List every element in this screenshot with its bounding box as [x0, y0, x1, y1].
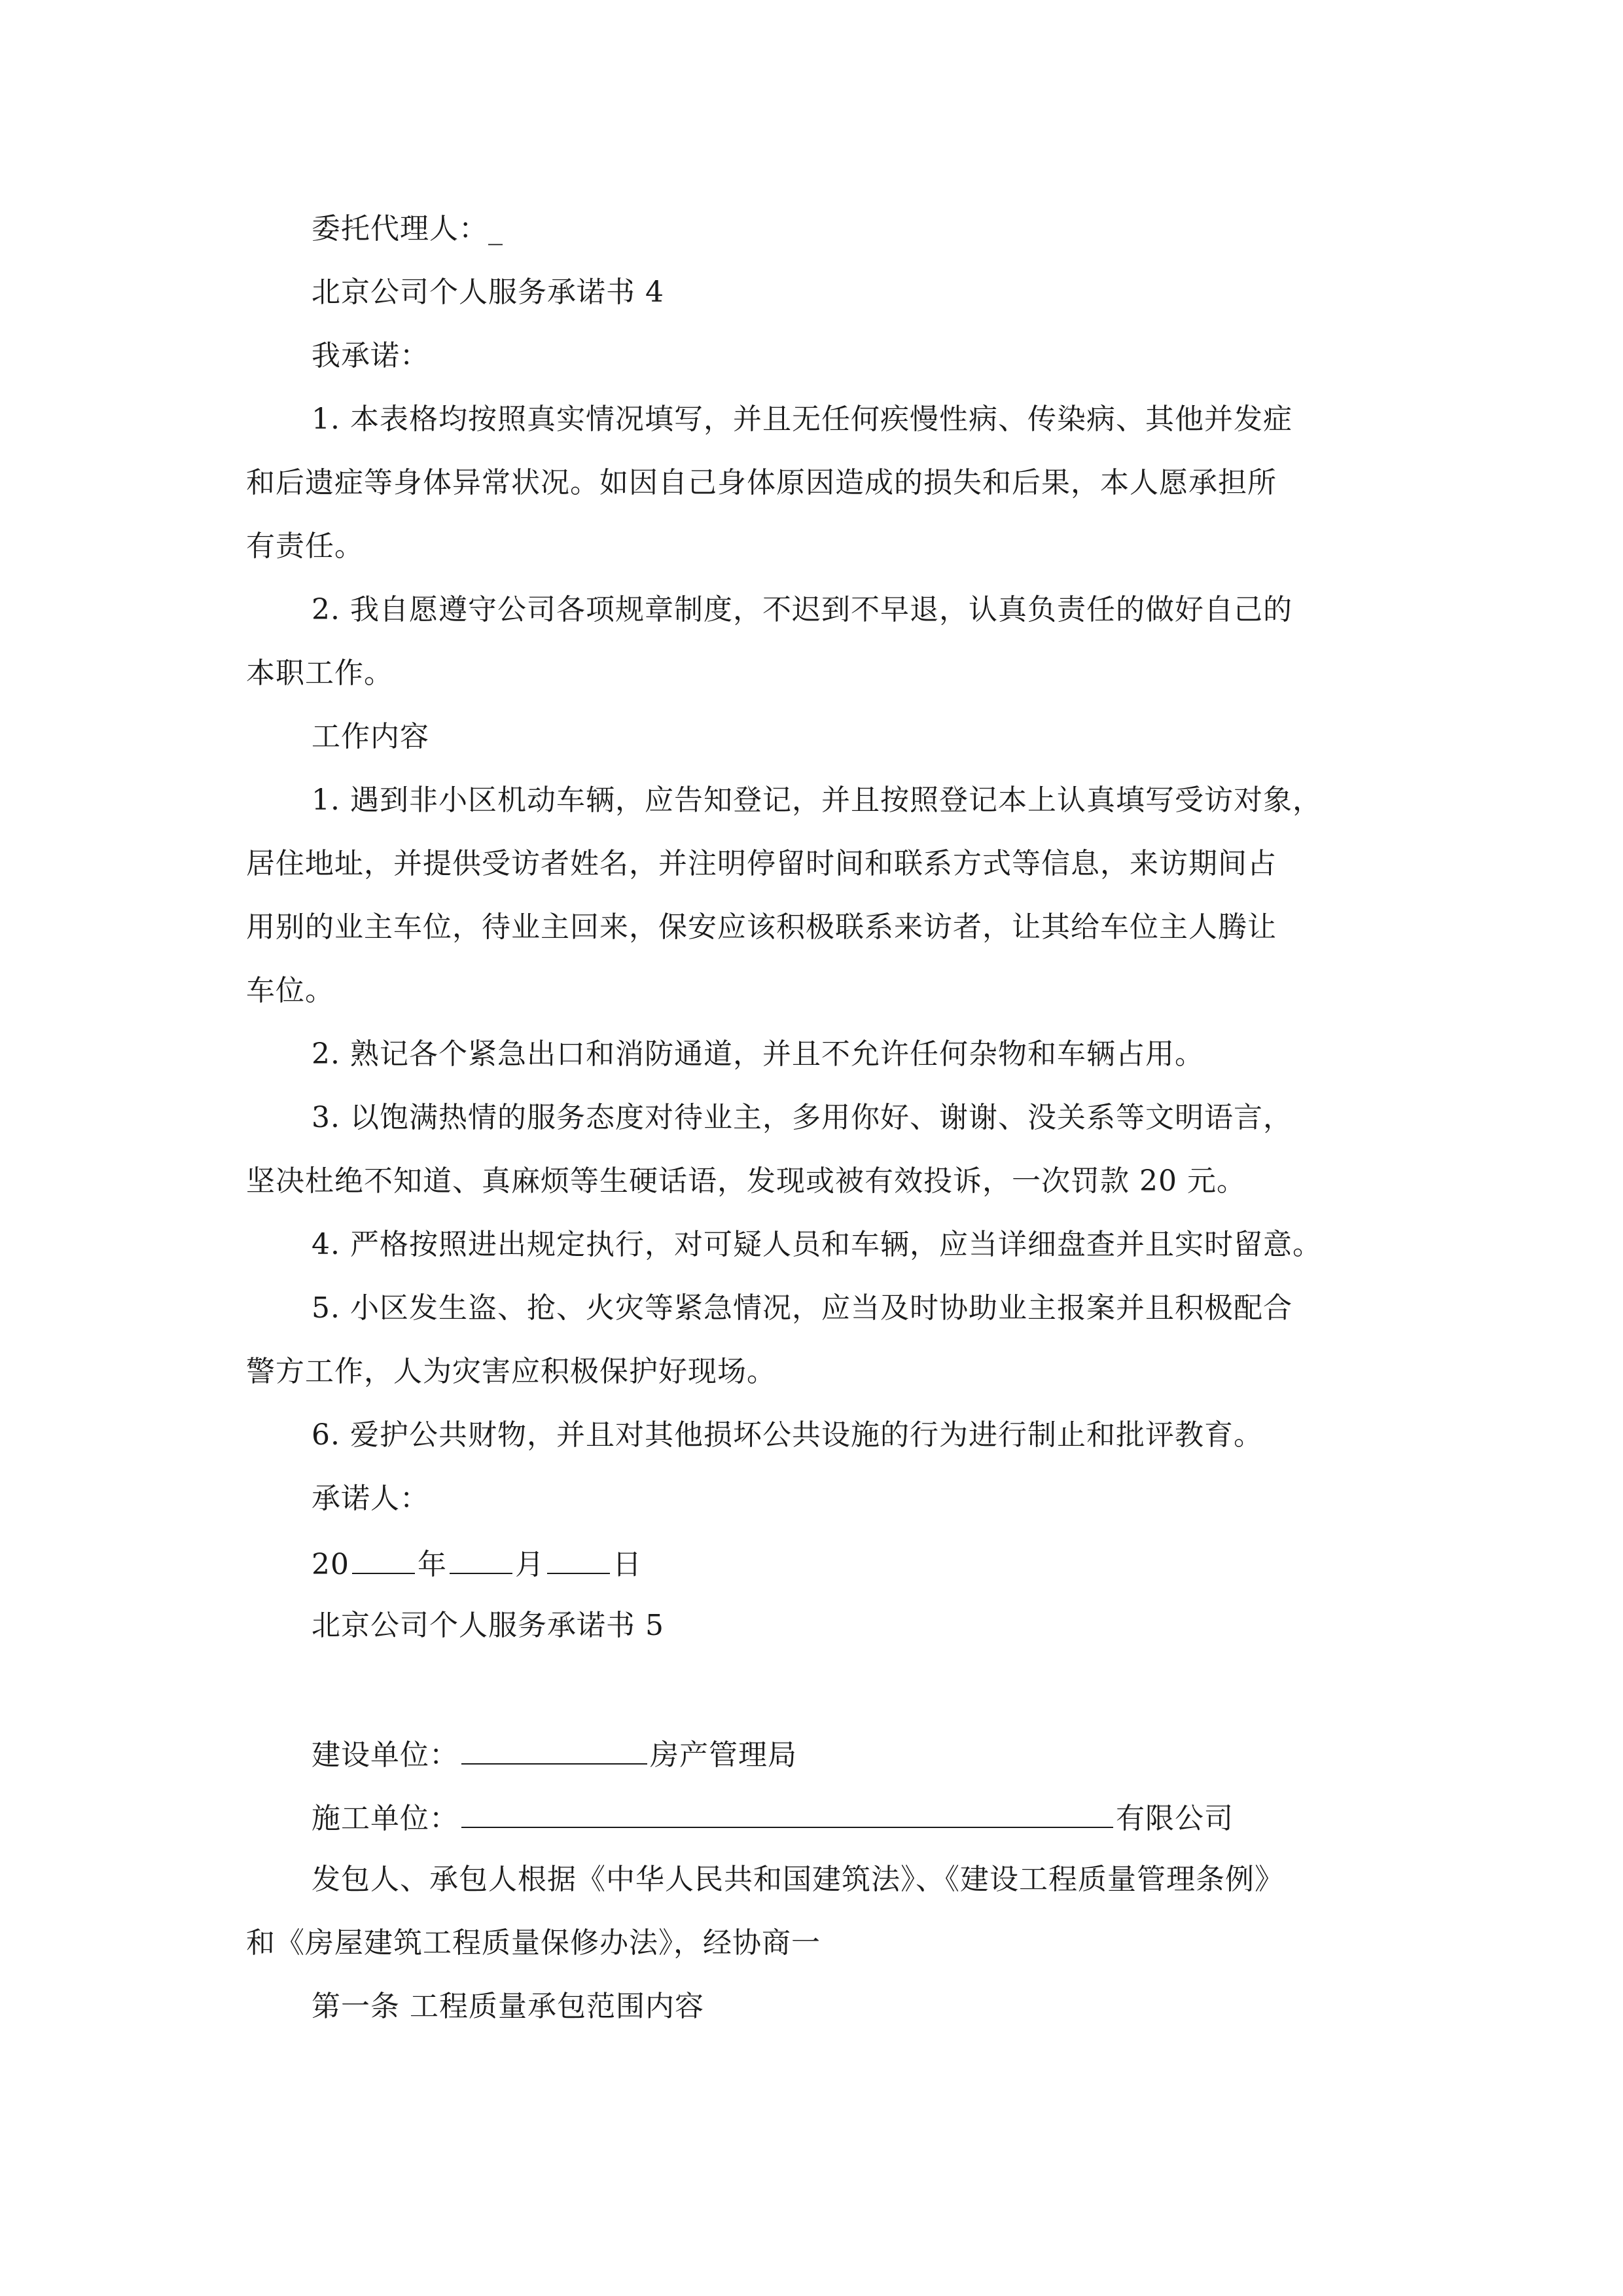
date-day-label: 日: [613, 1548, 642, 1581]
date-month-label: 月: [515, 1548, 544, 1581]
text-line: 6. 爱护公共财物，并且对其他损坏公共设施的行为进行制止和批评教育。: [312, 1418, 1263, 1452]
text-line: 发包人、承包人根据《中华人民共和国建筑法》、《建设工程质量管理条例》: [312, 1863, 1284, 1896]
day-blank: [547, 1544, 610, 1574]
article-title: 第一条 工程质量承包范围内容: [312, 1990, 704, 2023]
text-line: 居住地址，并提供受访者姓名，并注明停留时间和联系方式等信息，来访期间占: [246, 847, 1277, 880]
text-line: 4. 严格按照进出规定执行，对可疑人员和车辆，应当详细盘查并且实时留意。: [312, 1228, 1322, 1261]
build-unit-blank: [461, 1734, 647, 1765]
text-line: 5. 小区发生盗、抢、火灾等紧急情况，应当及时协助业主报案并且积极配合: [312, 1291, 1293, 1325]
build-unit-label: 建设单位：: [312, 1738, 459, 1772]
date-prefix: 20: [312, 1548, 349, 1581]
text-line: 和后遗症等身体异常状况。如因自己身体原因造成的损失和后果，本人愿承担所: [246, 466, 1277, 499]
build-unit-suffix: 房产管理局: [650, 1738, 797, 1772]
text-line: 警方工作，人为灾害应积极保护好现场。: [246, 1355, 776, 1388]
date-year-label: 年: [418, 1548, 447, 1581]
construction-unit-label: 施工单位：: [312, 1802, 459, 1835]
text-line: 委托代理人：_: [312, 212, 503, 245]
signature-label: 承诺人：: [312, 1482, 429, 1515]
text-line: 2. 熟记各个紧急出口和消防通道，并且不允许任何杂物和车辆占用。: [312, 1037, 1204, 1071]
construction-unit-blank: [461, 1798, 1113, 1828]
text-line: 3. 以饱满热情的服务态度对待业主，多用你好、谢谢、没关系等文明语言，: [312, 1101, 1293, 1134]
section-title: 北京公司个人服务承诺书 5: [312, 1609, 664, 1642]
construction-unit-line: [312, 1798, 1463, 1837]
build-unit-line: [312, 1734, 1463, 1774]
year-blank: [352, 1544, 415, 1574]
text-line: 本职工作。: [246, 656, 393, 690]
text-line: 车位。: [246, 974, 334, 1007]
text-line: 有责任。: [246, 529, 364, 563]
section-title: 北京公司个人服务承诺书 4: [312, 276, 664, 309]
text-line: 1. 本表格均按照真实情况填写，并且无任何疾慢性病、传染病、其他并发症: [312, 403, 1293, 436]
text-line: 坚决杜绝不知道、真麻烦等生硬话语，发现或被有效投诉，一次罚款 20 元。: [246, 1164, 1246, 1198]
date-line: [312, 1544, 1463, 1583]
month-blank: [450, 1544, 512, 1574]
text-line: 用别的业主车位，待业主回来，保安应该积极联系来访者，让其给车位主人腾让: [246, 910, 1277, 944]
construction-unit-suffix: 有限公司: [1116, 1802, 1234, 1835]
subsection-title: 工作内容: [312, 720, 429, 753]
text-line: 我承诺：: [312, 339, 429, 372]
text-line: 和《房屋建筑工程质量保修办法》，经协商一: [246, 1926, 821, 1960]
text-line: 2. 我自愿遵守公司各项规章制度，不迟到不早退，认真负责任的做好自己的: [312, 593, 1293, 626]
text-line: 1. 遇到非小区机动车辆，应告知登记，并且按照登记本上认真填写受访对象，: [312, 783, 1322, 817]
